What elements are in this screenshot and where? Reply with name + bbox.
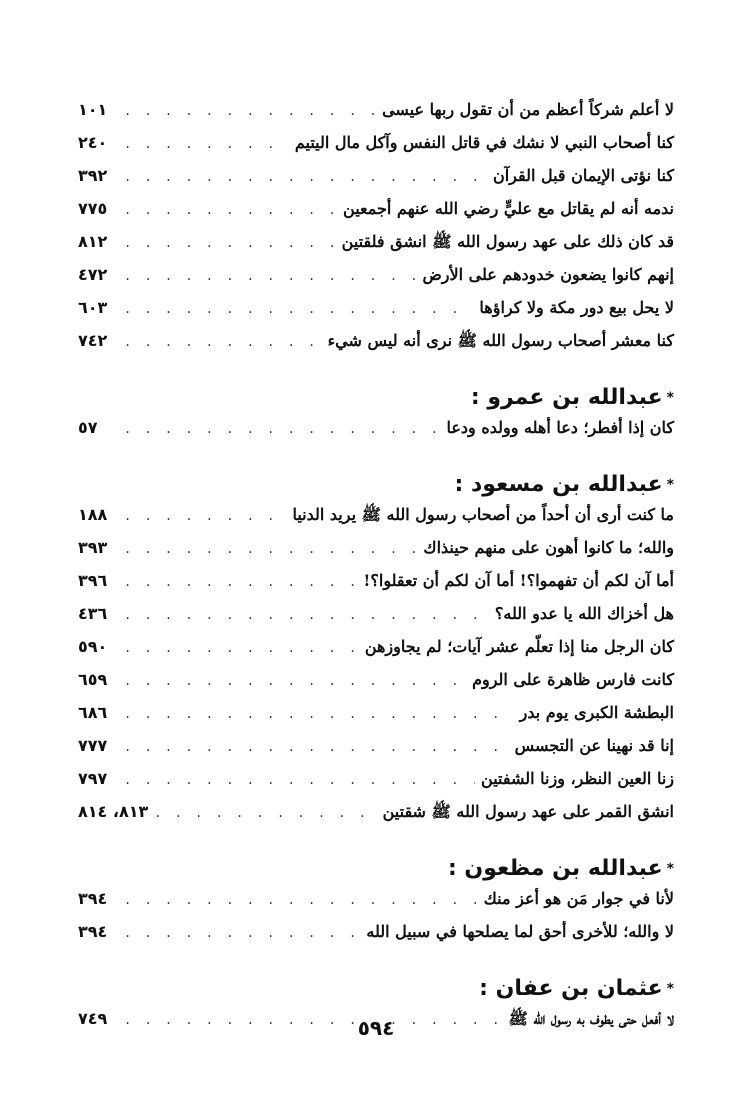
- index-entry: [78, 538, 674, 571]
- entry-text: إنهم كانوا يضعون خدودهم على الأرض: [422, 265, 674, 284]
- section-heading: [78, 378, 674, 418]
- section-heading: [78, 849, 674, 889]
- entry-page-numbers: ١٨٨: [78, 505, 108, 524]
- entry-text: لا أعلم شركاً أعظم من أن تقول ربها عيسى: [382, 100, 674, 119]
- entry-text: كان الرجل منا إذا تعلّم عشر آيات؛ لم يجاوزهن: [364, 637, 674, 656]
- index-entry: [78, 265, 674, 298]
- entry-text: ما كنت أرى أن أحداً من أصحاب رسول الله ﷺ يريد الدنيا: [292, 505, 674, 524]
- intro-entries: [78, 100, 674, 364]
- entry-page-numbers: ٣٩٣: [78, 538, 108, 557]
- index-entry: [78, 100, 674, 133]
- entry-page-numbers: ٣٩٤: [78, 889, 108, 908]
- index-page: [78, 100, 674, 1042]
- leader-dots: [124, 641, 359, 655]
- entry-text: إنا قد نهينا عن التجسس: [514, 736, 674, 755]
- entry-page-numbers: ٥٩٠: [78, 637, 108, 656]
- leader-dots: [124, 608, 489, 622]
- index-entry: [78, 736, 674, 769]
- leader-dots: [124, 575, 357, 589]
- index-entry: [78, 505, 674, 538]
- entry-text: كنا أصحاب النبي لا نشك في قاتل النفس وآكل مال اليتيم: [294, 133, 674, 152]
- entry-page-numbers: ٤٣٦: [78, 604, 108, 623]
- leader-dots: [124, 269, 416, 283]
- entry-page-numbers: ٤٧٢: [78, 265, 108, 284]
- index-entry: [78, 637, 674, 670]
- entry-text: لأنا في جوار مَن هو أعز منك: [483, 889, 674, 908]
- leader-dots: [124, 542, 417, 556]
- entry-text: زنا العين النظر، وزنا الشفتين: [481, 769, 674, 788]
- section-title: عبدالله بن مسعود :: [454, 472, 663, 497]
- index-entry: [78, 922, 674, 955]
- section-title: عبدالله بن مظعون :: [447, 856, 663, 881]
- entry-page-numbers: ٣٩٢: [78, 166, 108, 185]
- index-entry: [78, 703, 674, 736]
- entry-text: والله؛ ما كانوا أهون على منهم حينذاك: [423, 538, 674, 557]
- sections: [78, 378, 674, 1042]
- leader-dots: [154, 806, 376, 820]
- index-section: [78, 465, 674, 835]
- leader-dots: [124, 236, 336, 250]
- page-number: ٥٩٤: [357, 1016, 395, 1040]
- entry-page-numbers: ٣٩٦: [78, 571, 108, 590]
- leader-dots: [124, 509, 286, 523]
- entry-text: كنا نؤتى الإيمان قبل القرآن: [492, 166, 674, 185]
- leader-dots: [124, 740, 509, 754]
- leader-dots: [124, 137, 289, 151]
- star-bullet: *: [666, 477, 674, 493]
- index-entry: [78, 604, 674, 637]
- entry-text: كانت فارس ظاهرة على الروم: [472, 670, 674, 689]
- entry-text: لا يحل بيع دور مكة ولا كراؤها: [479, 298, 674, 317]
- entry-page-numbers: ٣٩٤: [78, 922, 108, 941]
- index-entry: [78, 889, 674, 922]
- leader-dots: [124, 335, 322, 349]
- leader-dots: [124, 773, 475, 787]
- leader-dots: [124, 926, 360, 940]
- index-section: [78, 378, 674, 451]
- entry-page-numbers: ٢٤٠: [78, 133, 108, 152]
- index-entry: [78, 802, 674, 835]
- leader-dots: [124, 674, 466, 688]
- leader-dots: [124, 707, 514, 721]
- leader-dots: [124, 422, 441, 436]
- star-bullet: *: [666, 390, 674, 406]
- entry-text: هل أخزاك الله يا عدو الله؟: [494, 604, 674, 623]
- entry-page-numbers: ١٠١: [78, 100, 108, 119]
- entry-text: لا أفعل حتى يطوف به رسول الله ﷺ: [508, 1009, 674, 1028]
- index-entry: [78, 199, 674, 232]
- entry-page-numbers: ٧٤٩: [78, 1009, 108, 1028]
- entry-page-numbers: ٧٧٧: [78, 736, 108, 755]
- section-heading: [78, 969, 674, 1009]
- index-entry: [78, 298, 674, 331]
- entry-text: أما آن لكم أن تفهموا؟! أما آن لكم أن تعقلوا؟!: [363, 571, 674, 590]
- index-entry: [78, 670, 674, 703]
- leader-dots: [124, 170, 487, 184]
- entry-page-numbers: ٨١٢: [78, 232, 108, 251]
- index-entry: [78, 232, 674, 265]
- entry-text: قد كان ذلك على عهد رسول الله ﷺ انشق فلقتين: [341, 232, 674, 251]
- leader-dots: [124, 302, 473, 316]
- index-entry: [78, 769, 674, 802]
- leader-dots: [124, 893, 478, 907]
- entry-text: كنا معشر أصحاب رسول الله ﷺ نرى أنه ليس شيء: [327, 331, 674, 350]
- entry-page-numbers: ٨١٣، ٨١٤: [78, 802, 149, 821]
- section-title: عبدالله بن عمرو :: [470, 385, 663, 410]
- entry-text: ندمه أنه لم يقاتل مع عليٍّ رضي الله عنهم أجمعين: [343, 199, 674, 218]
- leader-dots: [124, 203, 337, 217]
- entry-page-numbers: ٦٥٩: [78, 670, 108, 689]
- entry-page-numbers: ٦٨٦: [78, 703, 108, 722]
- star-bullet: *: [666, 861, 674, 877]
- entry-text: كان إذا أفطر؛ دعا أهله وولده ودعا: [446, 418, 674, 437]
- entry-page-numbers: ٧٩٧: [78, 769, 108, 788]
- index-entry: [78, 418, 674, 451]
- section-title: عثمان بن عفان :: [479, 976, 663, 1001]
- index-entry: [78, 571, 674, 604]
- star-bullet: *: [666, 981, 674, 997]
- index-entry: [78, 166, 674, 199]
- entry-page-numbers: ٦٠٣: [78, 298, 108, 317]
- index-section: [78, 849, 674, 955]
- entry-page-numbers: ٧٧٥: [78, 199, 108, 218]
- leader-dots: [124, 104, 376, 118]
- entry-text: انشق القمر على عهد رسول الله ﷺ شقتين: [382, 802, 674, 821]
- section-heading: [78, 465, 674, 505]
- entry-page-numbers: ٥٧: [78, 418, 98, 437]
- entry-text: لا والله؛ للأخرى أحق لما يصلحها في سبيل الله: [366, 922, 674, 941]
- index-entry: [78, 331, 674, 364]
- entry-page-numbers: ٧٤٢: [78, 331, 108, 350]
- entry-text: البطشة الكبرى يوم بدر: [519, 703, 674, 722]
- index-entry: [78, 133, 674, 166]
